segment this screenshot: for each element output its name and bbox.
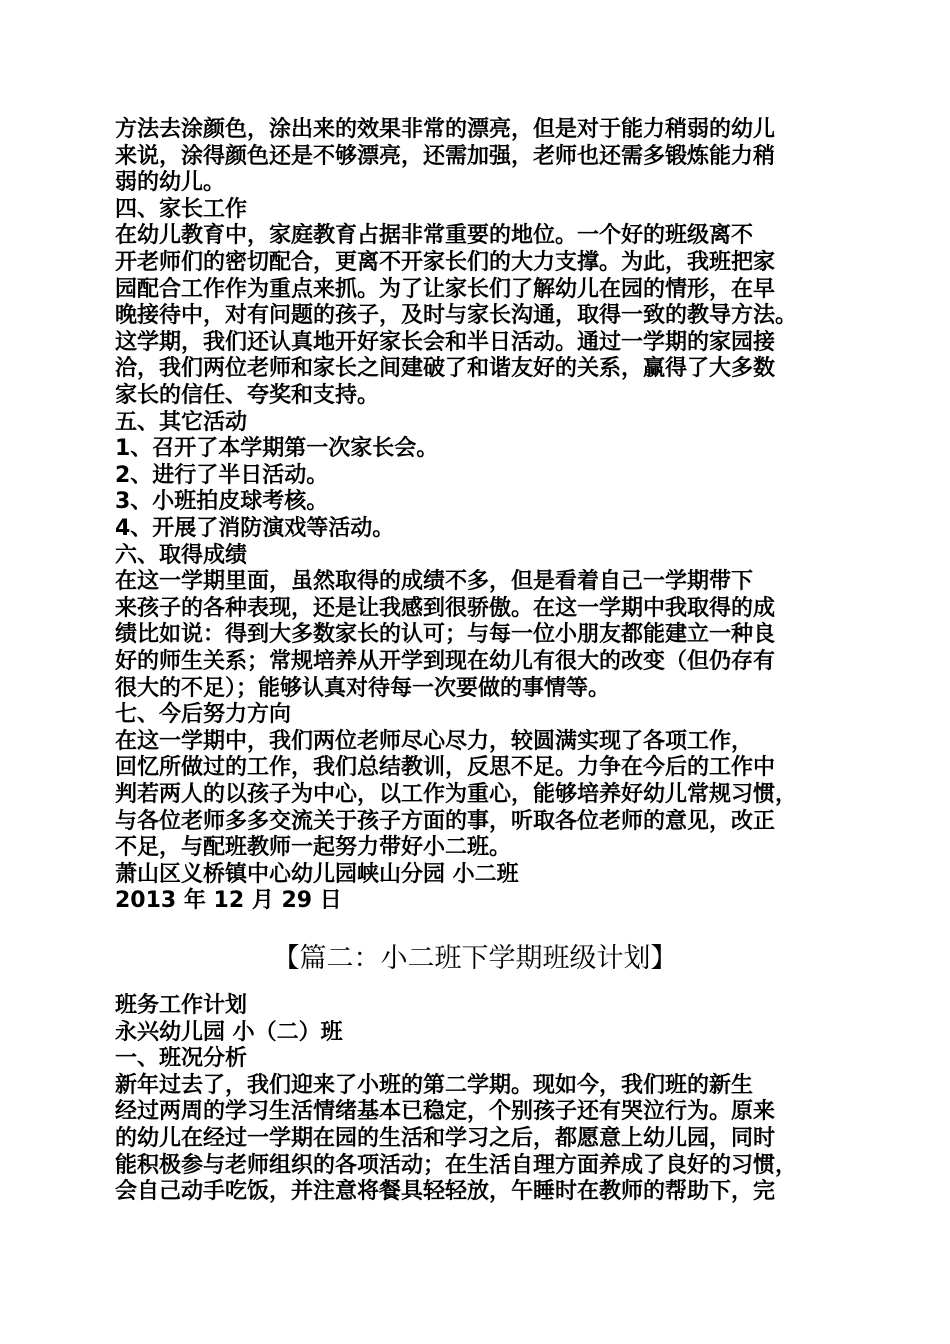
text-line: 洽，我们两位老师和家长之间建破了和谐友好的关系，赢得了大多数 [115, 356, 776, 382]
text-line: 七、今后努力方向 [115, 702, 292, 728]
text-line: 方法去涂颜色，涂出来的效果非常的漂亮，但是对于能力稍弱的幼儿 [115, 117, 776, 142]
text-line: 弱的幼儿。 [115, 170, 226, 196]
text-line: 不足，与配班教师一起努力带好小二班。 [115, 835, 512, 861]
text-line: 这学期，我们还认真地开好家长会和半日活动。通过一学期的家园接 [115, 329, 776, 355]
text-line: 来说，涂得颜色还是不够漂亮，还需加强，老师也还需多锻炼能力稍 [115, 143, 776, 169]
text-line: 经过两周的学习生活情绪基本已稳定，个别孩子还有哭泣行为。原来 [115, 1099, 776, 1125]
text-line: 园配合工作作为重点来抓。为了让家长们了解幼儿在园的情形，在早 [115, 276, 776, 302]
text-line: 3、小班拍皮球考核。 [115, 489, 329, 515]
text-line: 家长的信任、夸奖和支持。 [115, 383, 380, 408]
text-line: 五、其它活动 [115, 409, 248, 435]
text-line: 六、取得成绩 [115, 542, 248, 568]
text-line: 来孩子的各种表现，还是让我感到很骄傲。在这一学期中我取得的成 [115, 595, 776, 621]
text-line: 1、召开了本学期第一次家长会。 [115, 436, 439, 462]
text-line: 能积极参与老师组织的各项活动；在生活自理方面养成了良好的习惯， [115, 1152, 798, 1178]
text-line: 好的师生关系；常规培养从开学到现在幼儿有很大的改变（但仍存有 [115, 649, 776, 674]
text-line: 2、进行了半日活动。 [115, 462, 329, 488]
text-line: 判若两人的以孩子为中心，以工作为重心，能够培养好幼儿常规习惯， [115, 782, 798, 807]
text-line: 很大的不足）；能够认真对待每一次要做的事情等。 [115, 675, 611, 701]
text-line: 萧山区义桥镇中心幼儿园峡山分园 小二班 [115, 861, 519, 887]
text-line: 2013 年 12 月 29 日 [115, 888, 342, 914]
text-line: 4、开展了消防演戏等活动。 [115, 516, 395, 541]
text-line: 在幼儿教育中，家庭教育占据非常重要的地位。一个好的班级离不 [115, 223, 754, 249]
text-line: 开老师们的密切配合，更离不开家长们的大力支撑。为此，我班把家 [115, 250, 776, 275]
text-line: 永兴幼儿园 小（二）班 [115, 1019, 343, 1045]
text-line: 晚接待中，对有问题的孩子，及时与家长沟通，取得一致的教导方法。 [115, 303, 798, 329]
text-line: 在这一学期里面，虽然取得的成绩不多，但是看着自己一学期带下 [115, 569, 754, 595]
section-title: 【篇二：小二班下学期班级计划】 [272, 943, 678, 974]
text-line: 新年过去了，我们迎来了小班的第二学期。现如今，我们班的新生 [115, 1072, 754, 1098]
text-line: 四、家长工作 [115, 196, 248, 222]
text-line: 在这一学期中，我们两位老师尽心尽力，较圆满实现了各项工作， [115, 728, 754, 754]
text-line: 回忆所做过的工作，我们总结教训，反思不足。力争在今后的工作中 [115, 755, 776, 781]
text-line: 绩比如说：得到大多数家长的认可；与每一位小朋友都能建立一种良 [115, 622, 776, 648]
text-line: 的幼儿在经过一学期在园的生活和学习之后，都愿意上幼儿园，同时 [115, 1126, 776, 1151]
text-line: 会自己动手吃饭，并注意将餐具轻轻放，午睡时在教师的帮助下，完 [115, 1179, 776, 1205]
text-line: 与各位老师多多交流关于孩子方面的事，听取各位老师的意见，改正 [115, 808, 776, 834]
text-line: 一、班况分析 [115, 1046, 248, 1072]
text-line: 班务工作计划 [115, 993, 248, 1018]
